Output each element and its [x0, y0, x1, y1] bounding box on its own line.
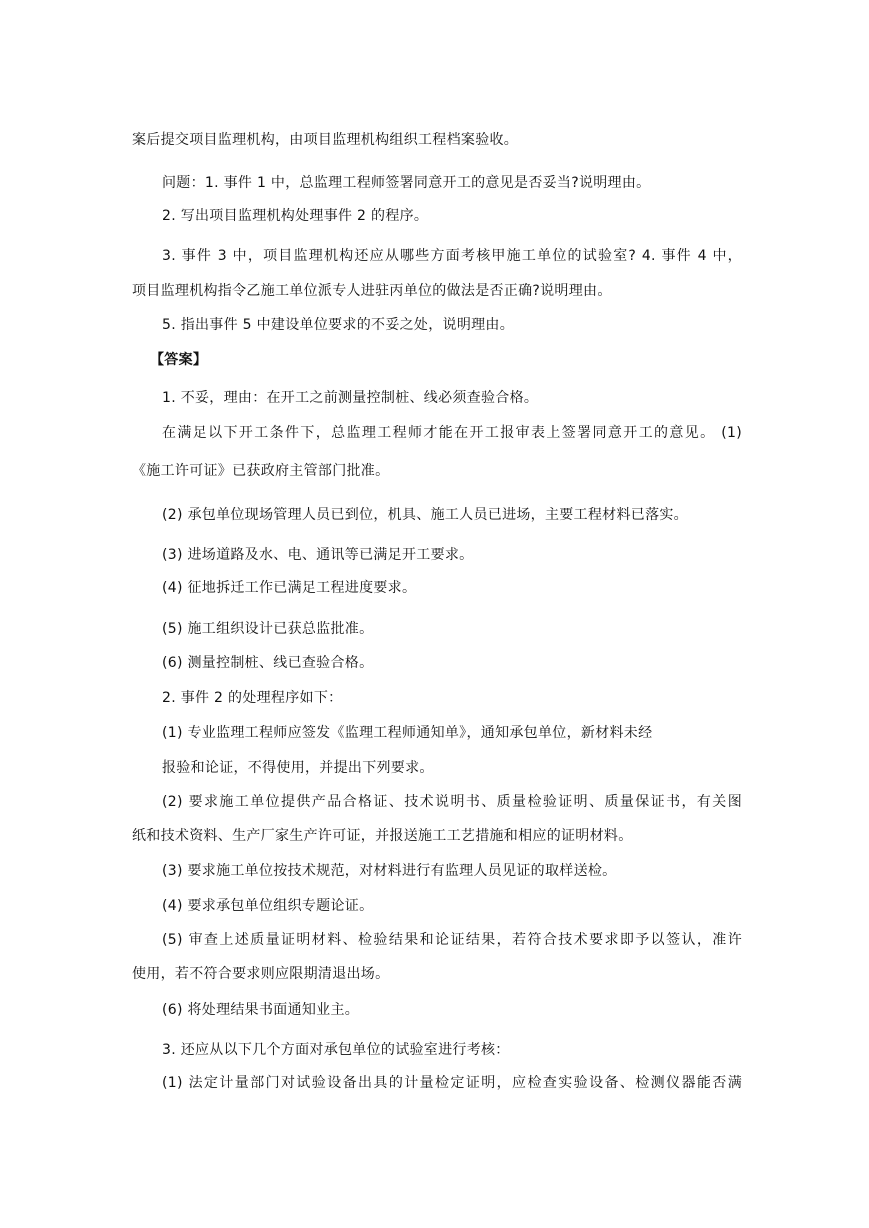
answer-3: 3. 还应从以下几个方面对承包单位的试验室进行考核： [162, 1042, 510, 1058]
answer-2: 2. 事件 2 的处理程序如下： [162, 690, 343, 706]
list-item: (3) 进场道路及水、电、通讯等已满足开工要求。 [162, 547, 474, 563]
list-item: (2) 承包单位现场管理人员已到位，机具、施工人员已进场，主要工程材料已落实。 [162, 507, 688, 523]
text-line: 《施工许可证》已获政府主管部门批准。 [132, 463, 390, 479]
answer-heading: 【答案】 [150, 352, 208, 368]
list-item: (4) 征地拆迁工作已满足工程进度要求。 [162, 580, 417, 596]
question-2: 2. 写出项目监理机构处理事件 2 的程序。 [162, 208, 429, 224]
list-item: (1) 法定计量部门对试验设备出具的计量检定证明，应检查实验设备、检测仪器能否满 [162, 1075, 742, 1091]
list-item: (5) 审查上述质量证明材料、检验结果和论证结果，若符合技术要求即予以签认，准许 [162, 932, 742, 948]
list-item: (2) 要求施工单位提供产品合格证、技术说明书、质量检验证明、质量保证书，有关图 [162, 794, 742, 810]
question-5: 5. 指出事件 5 中建设单位要求的不妥之处，说明理由。 [162, 317, 515, 333]
question-3-4: 3. 事件 3 中，项目监理机构还应从哪些方面考核甲施工单位的试验室? 4. 事件 4 中， [162, 248, 742, 264]
question-1: 问题：1. 事件 1 中，总监理工程师签署同意开工的意见是否妥当?说明理由。 [162, 175, 651, 191]
list-item: (5) 施工组织设计已获总监批准。 [162, 621, 374, 637]
list-item: (6) 测量控制桩、线已查验合格。 [162, 655, 374, 671]
list-item: (3) 要求施工单位按技术规范，对材料进行有监理人员见证的取样送检。 [162, 863, 617, 879]
text-line: 纸和技术资料、生产厂家生产许可证，并报送施工工艺措施和相应的证明材料。 [132, 828, 633, 844]
answer-1: 1. 不妥，理由：在开工之前测量控制桩、线必须查验合格。 [162, 390, 539, 406]
text-line: 在满足以下开工条件下，总监理工程师才能在开工报审表上签署同意开工的意见。 (1) [162, 425, 742, 441]
text-line: 项目监理机构指令乙施工单位派专人进驻丙单位的做法是否正确?说明理由。 [132, 283, 612, 299]
list-item: (1) 专业监理工程师应签发《监理工程师通知单》，通知承包单位，新材料未经 [162, 725, 653, 741]
list-item: (6) 将处理结果书面通知业主。 [162, 1002, 360, 1018]
list-item: (4) 要求承包单位组织专题论证。 [162, 898, 374, 914]
text-line: 案后提交项目监理机构，由项目监理机构组织工程档案验收。 [132, 132, 519, 148]
text-line: 使用，若不符合要求则应限期清退出场。 [132, 966, 390, 982]
text-line: 报验和论证，不得使用，并提出下列要求。 [162, 760, 434, 776]
